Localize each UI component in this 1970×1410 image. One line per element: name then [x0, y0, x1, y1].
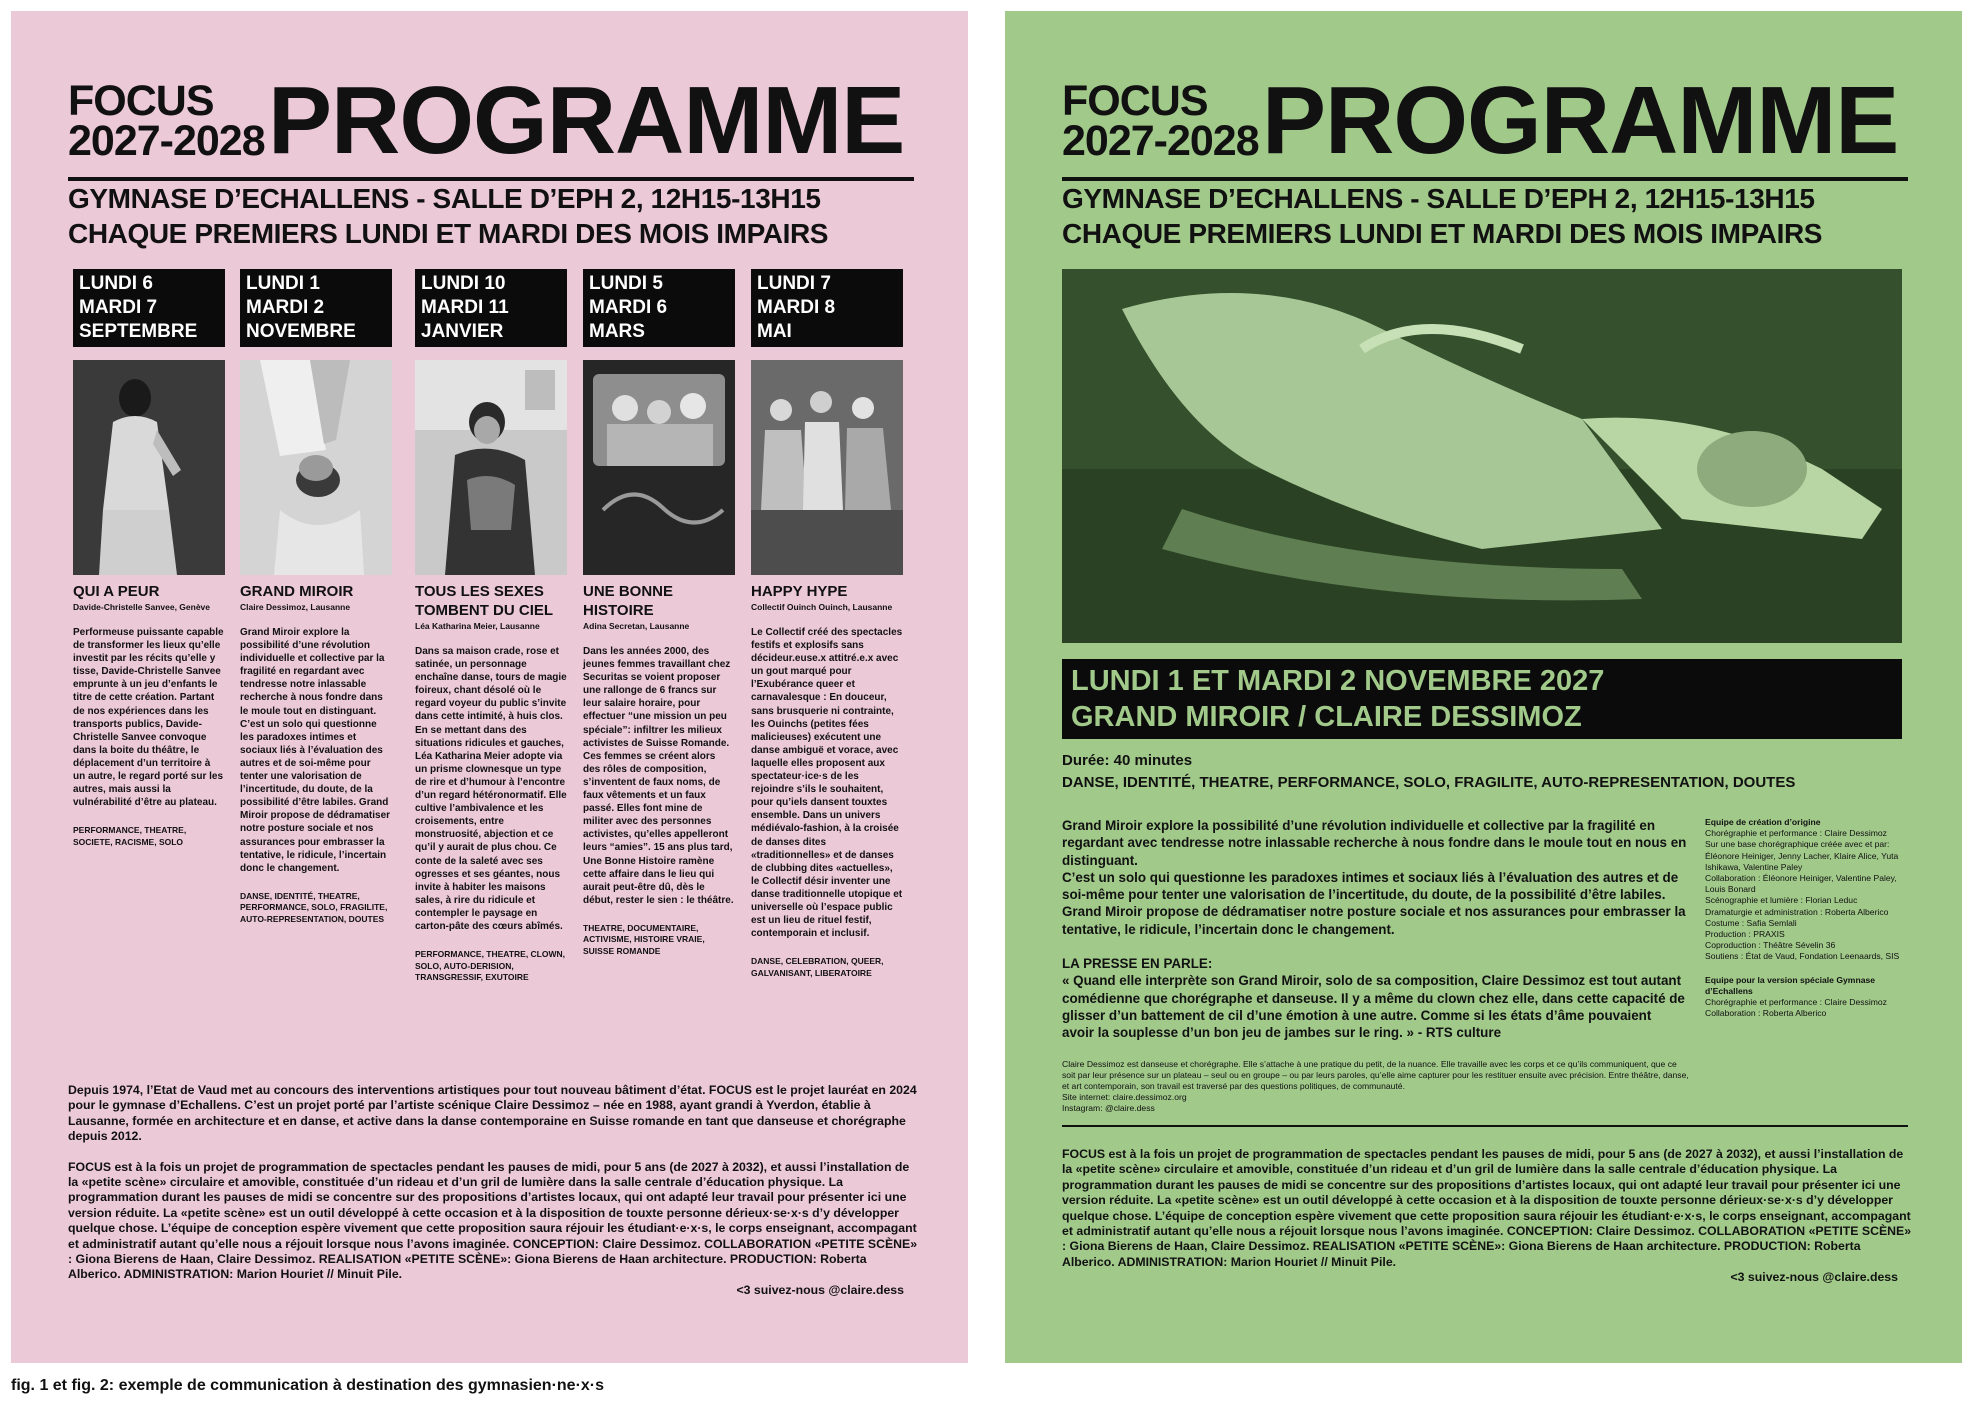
show-tags: DANSE, IDENTITÉ, THEATRE, PERFORMANCE, SOLO, FRAGILITE, AUTO-REPRESENTATION, DOUTES: [240, 890, 388, 924]
show-description: Performeuse puissante capable de transformer les lieux qu’elle investit par les récits qu’elle y tisse, Davide-Christelle Sanvee emprunte à un jeu d’enfants le titre de cette création. Partant de nos expériences dans les transports publics, Davide-Christelle Sanvee convoque dans la boite du théâtre, le déplacement d’un territoire à un autre, le regard porté sur les autres, mais aussi la vulnérabilité d’être au plateau.: [73, 627, 224, 809]
show-column: [73, 269, 225, 848]
project-description: [1062, 1147, 1912, 1286]
show-column: [583, 269, 735, 957]
date-box: LUNDI 6 MARDI 7 SEPTEMBRE: [73, 269, 225, 347]
show-tags: PERFORMANCE, THEATRE, CLOWN, SOLO, AUTO-DERISION, TRANSGRESSIF, EXUTOIRE: [415, 949, 566, 983]
project-paragraph: FOCUS est à la fois un projet de programmation de spectacles pendant les pauses de midi, pour 5 ans (de 2027 à 2032), et aussi l’installation de la «petite scène» circulaire et amovible, constituée d’un rideau et d’un gril de lumière dans la salle centrale d’éducation physique. La programmation durant les pauses de midi se concentre sur des propositions d’artistes locaux, qui ont adapté leur travail pour présenter ici une version réduite. La «petite scène» est un outil développé à cette occasion et à la disposition de touxte personne dérieux·se·x·s d’y développer quelque chose. L’équipe de conception espère vivement que cette proposition saura réjouir les étudiant·e·x·s, le corps enseignant, accompagant et administratif autant qu’elle nous a réjouit lorsque nous l’avons imaginée. CONCEPTION: Claire Dessimoz. COLLABORATION «PETITE SCÈNE» : Giona Bierens de Haan, Claire Dessimoz. REALISATION «PETITE SCÈNE»: Giona Bierens de Haan architecture. PRODUCTION: Roberta Alberico. ADMINISTRATION: Marion Houriet // Minuit Pile.: [68, 1159, 918, 1282]
show-photo: [751, 360, 903, 575]
follow-us: <3 suivez-nous @claire.dess: [1730, 1270, 1898, 1285]
show-description: Dans les années 2000, des jeunes femmes travaillant chez Securitas se voient proposer une rallonge de 6 francs sur leur salaire horaire, pour effectuer “une mission un peu spéciale”: infiltrer les milieux activistes de Suisse Romande. Ces femmes se créent alors des rôles de composition, s’inventent de faux noms, de faux vêtements et un faux passé. Elles font mine de militer avec des personnes activistes, qu’elles appelleront leurs “amies”. 15 ans plus tard, Une Bonne Histoire ramène cette affaire dans le lieu qui aurait peut-être dû, dès le début, rester le sien : le théâtre.: [583, 646, 734, 906]
press-quote: « Quand elle interprète son Grand Miroir, solo de sa composition, Claire Dessimoz est tout autant comédienne que chorégraphe et danseuse. Il y a même du clown chez elle, dans cette capacité de glisser d’un battement de cil d’une émotion à une autre. Comme si les états d’âme pouvaient avoir la souplesse d’un bon jeu de jambes sur le ring. » - RTS culture: [1062, 973, 1685, 1041]
project-paragraph: FOCUS est à la fois un projet de programmation de spectacles pendant les pauses de midi, pour 5 ans (de 2027 à 2032), et aussi l’installation de la «petite scène» circulaire et amovible, constituée d’un rideau et d’un gril de lumière dans la salle centrale d’éducation physique. La programmation durant les pauses de midi se concentre sur des propositions d’artistes locaux, qui ont adapté leur travail pour présenter ici une version réduite. La «petite scène» est un outil développé à cette occasion et à la disposition de touxte personne dérieux·se·x·s d’y développer quelque chose. L’équipe de conception espère vivement que cette proposition saura réjouir les étudiant·e·x·s, le corps enseignant, accompagant et administratif autant qu’elle nous a réjouit lorsque nous l’avons imaginée. CONCEPTION: Claire Dessimoz. COLLABORATION «PETITE SCÈNE» : Giona Bierens de Haan, Claire Dessimoz. REALISATION «PETITE SCÈNE»: Giona Bierens de Haan architecture. PRODUCTION: Roberta Alberico. ADMINISTRATION: Marion Houriet // Minuit Pile.: [1062, 1147, 1912, 1269]
show-author: Léa Katharina Meier, Lausanne: [415, 621, 540, 631]
show-title: TOUS LES SEXES TOMBENT DU CIEL: [415, 583, 554, 619]
show-photo: [583, 360, 735, 575]
project-description: [68, 1083, 918, 1298]
show-photo: [415, 360, 567, 575]
show-title: HAPPY HYPE: [751, 583, 848, 600]
show-title: UNE BONNE HISTOIRE: [583, 583, 674, 619]
website-link: Site internet: claire.dessimoz.org: [1062, 1092, 1187, 1102]
credits-title: Equipe pour la version spéciale Gymnase d’Echallens: [1705, 974, 1876, 996]
show-author: Collectif Ouinch Ouinch, Lausanne: [751, 602, 893, 612]
show-title: QUI A PEUR: [73, 583, 160, 600]
venue-subhead: GYMNASE D’ECHALLENS - SALLE D’EPH 2, 12H15-13H15 CHAQUE PREMIERS LUNDI ET MARDI DES MOIS IMPAIRS: [68, 183, 829, 249]
poster-right: [1005, 11, 1962, 1363]
credits: Equipe de création d’origine Chorégraphie et performance : Claire Dessimoz Sur une base chorégraphique créée avec et par: Éléonore Heiniger, Jenny Lacher, Klaire Alice, Yuta Ishikawa, Valentine Paley Collaboration : Éléonore Heiniger, Valentine Paley, Louis Bonard Scénographie et lumière : Florian Leduc Dramaturgie et administration : Roberta Alberico Costume : Safia Semlali Production : PRAXIS Coproduction : Théâtre Sévelin 36 Soutiens : État de Vaud, Fondation Leenaards, SIS Equipe pour la version spéciale Gymnase d’Echallens Chorégraphie et performance : Claire Dessimoz Collaboration : Roberta Alberico: [1705, 817, 1905, 1019]
poster-header: [1062, 69, 1908, 181]
date-box: LUNDI 10 MARDI 11 JANVIER: [415, 269, 567, 347]
show-description: Grand Miroir explore la possibilité d’une révolution individuelle et collective par la fragilité en regardant avec tendresse notre inlassable recherche à nous fondre dans le moule tout en distinguant. C’est un solo qui questionne les paradoxes intimes et sociaux liés à l’évaluation des autres et de soi-même pour tenter une valorisation de l’incertitude, du doute, de la possibilité d’être labiles. Grand Miroir propose de dédramatiser notre posture sociale et nos assurances pour embrasser la tentative, le ridicule, l’incertain donc le changement.: [240, 627, 391, 874]
show-column: [240, 269, 392, 925]
focus-title: FOCUS 2027-2028: [68, 77, 265, 165]
show-photo: [240, 360, 392, 575]
show-author: Claire Dessimoz, Lausanne: [240, 602, 351, 612]
show-title: GRAND MIROIR: [240, 583, 354, 600]
show-description: Le Collectif créé des spectacles festifs et explosifs sans décideur.euse.x attitré.e.x avec un gout marqué pour l’Exubérance queer et carnavalesque : En douceur, sans brusquerie ni contrainte, les Ouinchs (petites fées malicieuses) exécutent une danse ambiguë et vorace, avec laquelle elles proposent aux spectateur·ice·s de les rejoindre s’ils le souhaitent, pour qu’iels dansent touxtes ensemble. Dans un univers médiévalo-fashion, à la croisée de danses dites «traditionnelles» et de danses de clubbing dites «actuelles», le Collectif désir inventer une danse traditionnelle utopique et universelle où l’espace public est un lieu de rituel festif, contemporain et inclusif.: [751, 627, 903, 940]
artist-bio: Claire Dessimoz est danseuse et chorégraphe. Elle s’attache à une pratique du petit, de la nuance. Elle travaille avec les corps et ce qu’ils communiquent, que ce soit par leur présence sur un plateau – seul ou en groupe – ou par leurs paroles, qu’elle aime capturer pour les restituer ensuite avec précision. Entre théâtre, danse, et art contemporain, son travail est traversé par des questions politiques, de communauté. Site internet: claire.dessimoz.org Instagram: @claire.dess: [1062, 1059, 1692, 1114]
divider: [1062, 1125, 1908, 1127]
programme-title: PROGRAMME: [1262, 67, 1899, 174]
show-tags: DANSE, CELEBRATION, QUEER, GALVANISANT, LIBERATOIRE: [751, 956, 884, 978]
date-box: LUNDI 7 MARDI 8 MAI: [751, 269, 903, 347]
figure-caption: fig. 1 et fig. 2: exemple de communication à destination des gymnasien·ne·x·s: [11, 1377, 605, 1394]
show-author: Adina Secretan, Lausanne: [583, 621, 690, 631]
poster-header: [68, 69, 914, 181]
show-description: Dans sa maison crade, rose et satinée, un personnage enchaîne danse, tours de magie foireux, chant désolé où le regard voyeur du public s’invite dans cette intimité, à huis clos. En se mettant dans des situations ridicules et gauches, Léa Katharina Meier adopte via un prisme clownesque un type de rire et d’humour à l’encontre d’un regard hétéronormatif. Elle cultive l’ambivalence et les croisements, entre monstruosité, abjection et ce qu’il y aurait de plus chou. Ce conte de la saleté avec ses ogresses et ses géantes, nous invite à habiter les maisons sales, à rire du ridicule et contempler le paysage en carton-pâte des cœurs abîmés.: [415, 646, 567, 932]
follow-us: <3 suivez-nous @claire.dess: [736, 1282, 904, 1297]
instagram-handle: Instagram: @claire.dess: [1062, 1103, 1155, 1113]
press-title: LA PRESSE EN PARLE:: [1062, 956, 1213, 971]
show-tags: PERFORMANCE, THEATRE, SOCIETE, RACISME, SOLO: [73, 825, 187, 847]
show-tags: DANSE, IDENTITÉ, THEATRE, PERFORMANCE, SOLO, FRAGILITE, AUTO-REPRESENTATION, DOUTES: [1062, 774, 1796, 791]
poster-left: [11, 11, 968, 1363]
venue-subhead: GYMNASE D’ECHALLENS - SALLE D’EPH 2, 12H15-13H15 CHAQUE PREMIERS LUNDI ET MARDI DES MOIS IMPAIRS: [1062, 183, 1823, 249]
show-photo: [73, 360, 225, 575]
focus-title: FOCUS 2027-2028: [1062, 77, 1259, 165]
press-section: [1062, 955, 1687, 1041]
show-banner: LUNDI 1 ET MARDI 2 NOVEMBRE 2027 GRAND MIROIR / CLAIRE DESSIMOZ: [1062, 659, 1902, 739]
date-box: LUNDI 5 MARDI 6 MARS: [583, 269, 735, 347]
show-tags: THEATRE, DOCUMENTAIRE, ACTIVISME, HISTOIRE VRAIE, SUISSE ROMANDE: [583, 922, 705, 956]
history-paragraph: Depuis 1974, l’Etat de Vaud met au concours des interventions artistiques pour tout nouveau bâtiment d’état. FOCUS est le projet lauréat en 2024 pour le gymnase d’Echallens. C’est un projet porté par l’artiste scénique Claire Dessimoz – née en 1988, ayant grandi à Yverdon, établie à Lausanne, formée en architecture et en danse, et active dans la danse contemporaine en Suisse romande en tant que danseuse et chorégraphe depuis 2012.: [68, 1083, 917, 1144]
hero-photo: [1062, 269, 1902, 643]
show-author: Davide-Christelle Sanvee, Genève: [73, 602, 211, 612]
show-description: Grand Miroir explore la possibilité d’une révolution individuelle et collective par la fragilité en regardant avec tendresse notre inlassable recherche à nous fondre dans le moule tout en nous en distinguant. C’est un solo qui questionne les paradoxes intimes et sociaux liés à l’évaluation des autres et de soi-même pour tenter une valorisation de l’incertitude, du doute, de la possibilité d’être labiles. Grand Miroir propose de dédramatiser notre posture sociale et nos assurances pour embrasser la tentative, le ridicule, l’incertain donc le changement.: [1062, 818, 1687, 937]
programme-title: PROGRAMME: [268, 67, 905, 174]
show-column: [415, 269, 567, 984]
duration: Durée: 40 minutes: [1062, 752, 1193, 769]
credits-title: Equipe de création d’origine: [1705, 817, 1821, 827]
show-column: [751, 269, 903, 979]
date-box: LUNDI 1 MARDI 2 NOVEMBRE: [240, 269, 392, 347]
